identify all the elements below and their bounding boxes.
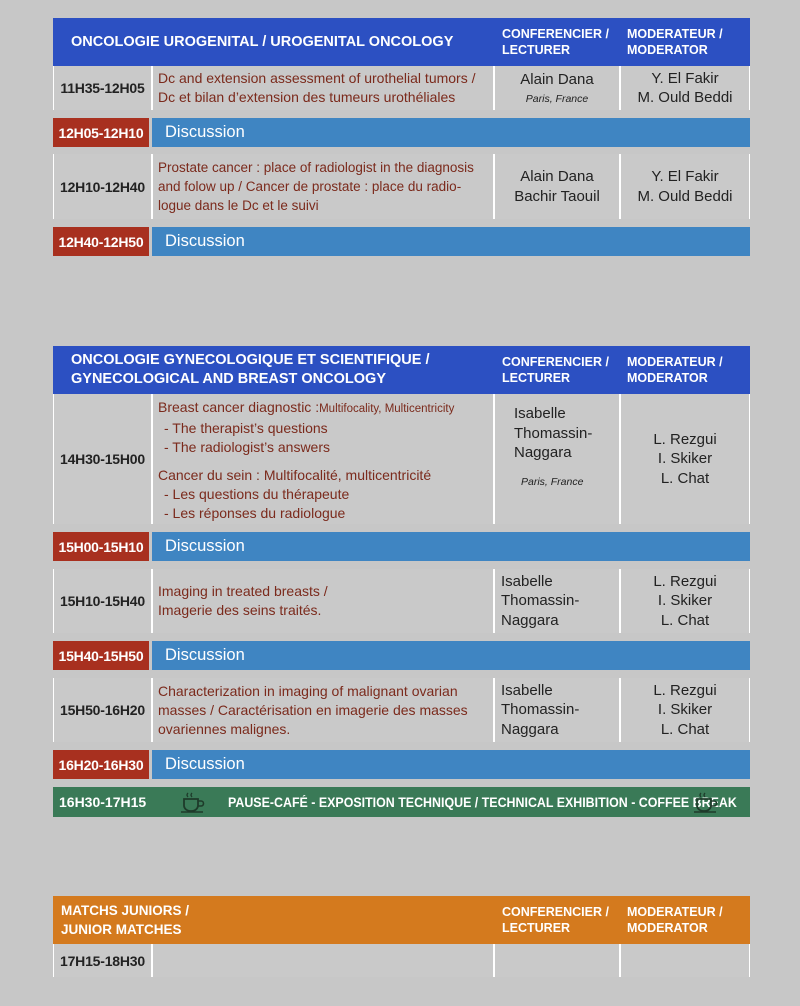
section-header-gynecological xyxy=(53,346,750,394)
description-title: Breast cancer diagnostic : xyxy=(158,399,320,415)
description-title-fr: Cancer du sein : Multifocalité, multicentricité xyxy=(158,467,432,483)
moderator-name: L. Rezgui xyxy=(653,572,717,590)
lecturer-column-header xyxy=(502,18,609,66)
moderator-column-header xyxy=(627,346,723,394)
section-title-line2: GYNECOLOGICAL AND BREAST ONCOLOGY xyxy=(71,371,386,387)
moderator-cell xyxy=(621,569,749,633)
discussion-row xyxy=(53,118,750,147)
lecturer-name-part: Naggara xyxy=(514,444,572,461)
discussion-label: Discussion xyxy=(152,532,750,561)
lecturer-header-line2: LECTURER xyxy=(502,371,571,385)
moderator-name: M. Ould Beddi xyxy=(637,89,733,106)
session-time: 14H30-15H00 xyxy=(54,394,151,524)
lecturer-cell xyxy=(495,569,619,633)
description-line: Prostate cancer : place of radiologist in the diagnosis xyxy=(158,160,474,175)
session-description xyxy=(153,66,493,110)
description-line: Imagerie des seins traités. xyxy=(158,602,322,618)
session-row xyxy=(53,154,750,219)
description-item: - The radiologist’s answers xyxy=(164,439,331,455)
lecturer-cell xyxy=(495,944,619,977)
moderator-name: L. Chat xyxy=(660,469,710,487)
lecturer-column-header xyxy=(502,346,609,394)
description-item: - Les questions du thérapeute xyxy=(164,486,350,502)
discussion-time: 16H20-16H30 xyxy=(53,750,149,779)
lecturer-name-part: Isabelle xyxy=(514,405,566,422)
section-title xyxy=(71,346,430,394)
discussion-row xyxy=(53,227,750,256)
description-line: Dc and extension assessment of urothelial tumors / xyxy=(158,70,476,86)
moderator-name: I. Skiker xyxy=(657,701,713,719)
discussion-row xyxy=(53,532,750,561)
session-time: 11H35-12H05 xyxy=(54,66,151,110)
moderator-cell xyxy=(621,394,749,524)
lecturer-name: Alain Dana xyxy=(520,168,594,185)
lecturer-name: Bachir Taouil xyxy=(514,187,600,205)
moderator-header-line1: MODERATEUR / xyxy=(627,27,723,41)
lecturer-cell xyxy=(495,154,619,219)
lecturer-name-part: Isabelle xyxy=(501,681,553,699)
description-line: Imaging in treated breasts / xyxy=(158,583,328,599)
description-subtitle: Multifocality, Multicentricity xyxy=(319,403,455,415)
moderator-name: L. Rezgui xyxy=(653,681,717,699)
lecturer-cell xyxy=(495,678,619,742)
lecturer-name-part: Naggara xyxy=(501,611,559,629)
lecturer-cell xyxy=(495,394,619,524)
description-line: and folow up / Cancer de prostate : place du radio- xyxy=(158,179,462,194)
discussion-label: Discussion xyxy=(152,118,750,147)
description-line: Characterization in imaging of malignant ovarian xyxy=(158,682,458,699)
session-row xyxy=(53,678,750,742)
description-line: masses / Caractérisation en imagerie des masses xyxy=(158,701,468,718)
session-description xyxy=(153,944,493,977)
moderator-name: Y. El Fakir xyxy=(651,168,719,185)
discussion-label: Discussion xyxy=(152,641,750,670)
moderator-column-header xyxy=(627,18,723,66)
discussion-time: 12H40-12H50 xyxy=(53,227,149,256)
section-header-urogenital xyxy=(53,18,750,66)
moderator-cell xyxy=(621,66,749,110)
section-title xyxy=(71,18,453,66)
break-description: PAUSE-CAFÉ - EXPOSITION TECHNIQUE / TECHNICAL EXHIBITION - COFFEE BREAK xyxy=(228,794,737,810)
lecturer-cell xyxy=(495,66,619,110)
coffee-cup-icon xyxy=(178,791,208,813)
moderator-header-line1: MODERATEUR / xyxy=(627,905,723,919)
discussion-time: 15H00-15H10 xyxy=(53,532,149,561)
discussion-row xyxy=(53,641,750,670)
session-time: 17H15-18H30 xyxy=(54,944,151,977)
lecturer-header-line2: LECTURER xyxy=(502,43,571,57)
description-item: - The therapist’s questions xyxy=(164,420,328,436)
discussion-row xyxy=(53,750,750,779)
moderator-name: L. Rezgui xyxy=(653,430,717,448)
description-item: - Les réponses du radiologue xyxy=(164,505,346,521)
lecturer-name-part: Thomassin- xyxy=(514,424,593,442)
session-description xyxy=(153,394,493,524)
lecturer-header-line1: CONFERENCIER / xyxy=(502,355,609,369)
coffee-break-row xyxy=(53,787,750,817)
moderator-name: M. Ould Beddi xyxy=(637,187,733,205)
lecturer-name-part: Naggara xyxy=(501,720,559,738)
moderator-name: I. Skiker xyxy=(657,450,713,468)
lecturer-column-header xyxy=(502,896,609,944)
lecturer-header-line2: LECTURER xyxy=(502,921,571,935)
session-time: 12H10-12H40 xyxy=(54,154,151,219)
discussion-time: 12H05-12H10 xyxy=(53,118,149,147)
moderator-cell xyxy=(621,944,749,977)
moderator-header-line2: MODERATOR xyxy=(627,371,708,385)
lecturer-city: Paris, France xyxy=(525,93,589,106)
session-description xyxy=(153,569,493,633)
moderator-header-line1: MODERATEUR / xyxy=(627,355,723,369)
moderator-name: L. Chat xyxy=(660,720,710,738)
moderator-header-line2: MODERATOR xyxy=(627,921,708,935)
session-time: 15H50-16H20 xyxy=(54,678,151,742)
lecturer-name-part: Isabelle xyxy=(501,572,553,590)
session-row xyxy=(53,394,750,524)
description-line: logue dans le Dc et le suivi xyxy=(158,198,319,213)
session-row xyxy=(53,944,750,977)
moderator-name: I. Skiker xyxy=(657,592,713,610)
session-description xyxy=(153,154,493,219)
section-title-line1: MATCHS JUNIORS / xyxy=(61,903,190,918)
lecturer-header-line1: CONFERENCIER / xyxy=(502,905,609,919)
moderator-column-header xyxy=(627,896,723,944)
section-title-line1: ONCOLOGIE UROGENITAL / UROGENITAL ONCOLOGY xyxy=(71,33,454,50)
lecturer-header-line1: CONFERENCIER / xyxy=(502,27,609,41)
lecturer-name-part: Thomassin- xyxy=(501,592,580,610)
discussion-label: Discussion xyxy=(152,750,750,779)
lecturer-name: Alain Dana xyxy=(520,70,594,88)
moderator-name: L. Chat xyxy=(660,611,710,629)
section-title xyxy=(61,896,189,944)
break-time: 16H30-17H15 xyxy=(59,794,147,810)
moderator-cell xyxy=(621,678,749,742)
moderator-cell xyxy=(621,154,749,219)
lecturer-city: Paris, France xyxy=(521,475,584,488)
session-row xyxy=(53,66,750,110)
description-line: Dc et bilan d’extension des tumeurs urothéliales xyxy=(158,89,456,105)
lecturer-name-part: Thomassin- xyxy=(501,701,580,719)
moderator-name: Y. El Fakir xyxy=(651,69,719,87)
session-description xyxy=(153,678,493,742)
description-title-en xyxy=(158,398,489,419)
discussion-label: Discussion xyxy=(152,227,750,256)
description-line: ovariennes malignes. xyxy=(158,720,291,737)
session-time: 15H10-15H40 xyxy=(54,569,151,633)
discussion-time: 15H40-15H50 xyxy=(53,641,149,670)
section-title-line2: JUNIOR MATCHES xyxy=(61,922,182,937)
section-title-line1: ONCOLOGIE GYNECOLOGIQUE ET SCIENTIFIQUE / xyxy=(71,352,430,368)
coffee-cup-icon xyxy=(691,791,721,813)
moderator-header-line2: MODERATOR xyxy=(627,43,708,57)
session-row xyxy=(53,569,750,633)
section-header-junior-matches xyxy=(53,896,750,944)
